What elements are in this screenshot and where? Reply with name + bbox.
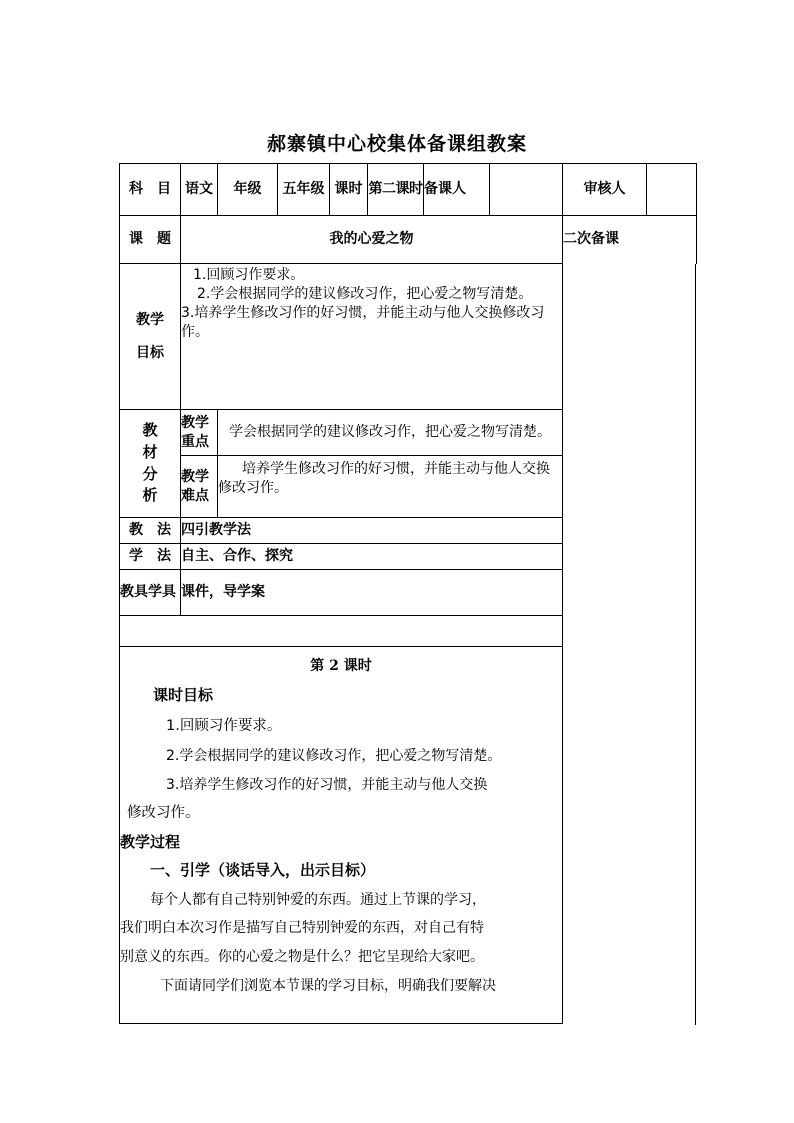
goal-item-2: 2.学会根据同学的建议修改习作，把心爱之物写清楚。 [197,285,533,302]
blank-cell [120,616,563,647]
para2-line: 下面请同学们浏览本节课的学习目标，明确我们要解决 [160,978,496,995]
reviewer-label: 审核人 [563,164,647,216]
second-prep-label: 二次备课 [563,216,697,264]
header-row [120,164,697,216]
topic-row [120,216,697,264]
para1-line-b: 我们明白本次习作是描写自己特别钟爱的东西，对自己有特 [120,920,484,937]
goals-label-line2: 目标 [136,344,164,361]
difficult-point-label: 教学难点 [181,456,218,518]
preparer-value [490,164,563,216]
subject-value: 语文 [181,164,218,216]
goals-label-line1: 教学 [136,311,164,328]
lesson-plan-table [119,163,697,1024]
page-title: 郝寨镇中心校集体备课组教案 [266,133,527,155]
goals-label [120,264,181,410]
tools-value: 课件，导学案 [181,570,563,616]
key-point-label: 教学重点 [181,410,218,456]
para1-line-c: 别意义的东西。你的心爱之物是什么？把它呈现给大家吧。 [120,949,484,966]
preparer-label: 备课人 [424,164,490,216]
topic-value: 我的心爱之物 [181,216,563,264]
goal-item-3: 3.培养学生修改习作的好习惯，并能主动与他人交换修改习作。 [181,304,545,340]
lesson-goal-1: 1.回顾习作要求。 [166,718,282,735]
lesson-goal-3a: 3.培养学生修改习作的好习惯，并能主动与他人交换 [166,776,488,793]
right-border-line [695,264,696,1025]
topic-label: 课 题 [120,216,181,264]
analysis-label [120,410,181,518]
reviewer-value [647,164,697,216]
period-value: 第二课时 [368,164,424,216]
subject-label: 科 目 [120,164,181,216]
method-label: 教 法 [120,518,181,544]
method-value: 四引教学法 [181,518,563,544]
tools-label: 教具学具 [120,570,181,616]
learning-label: 学 法 [120,544,181,570]
analysis-label-1: 教 [142,421,158,439]
lesson-goals-title: 课时目标 [153,685,214,704]
learning-value: 自主、合作、探究 [181,544,563,570]
lesson-goal-2: 2.学会根据同学的建议修改习作，把心爱之物写清楚。 [166,747,502,764]
analysis-label-2: 材 [142,442,158,461]
difficult-point-text: 培养学生修改习作的好习惯，并能主动与他人交换修改习作。 [218,456,563,518]
second-prep-area [563,264,697,1024]
goals-row [120,264,697,410]
analysis-label-4: 析 [142,486,158,505]
goals-content [181,264,563,410]
grade-label: 年级 [218,164,278,216]
process-title: 教学过程 [120,833,181,852]
analysis-label-3: 分 [142,464,158,483]
lesson-period-title: 第 2 课时 [310,658,372,674]
para1-line-a: 每个人都有自己特别钟爱的东西。通过上节课的学习， [150,891,486,908]
period-label: 课时 [330,164,368,216]
lesson-goal-3b: 修改习作。 [127,805,200,822]
grade-value: 五年级 [278,164,330,216]
goal-item-1: 1.回顾习作要求。 [193,267,305,283]
key-point-text: 学会根据同学的建议修改习作，把心爱之物写清楚。 [218,410,563,456]
step1-title: 一、引学（谈话导入，出示目标） [150,861,376,880]
lesson-content [120,647,563,1024]
